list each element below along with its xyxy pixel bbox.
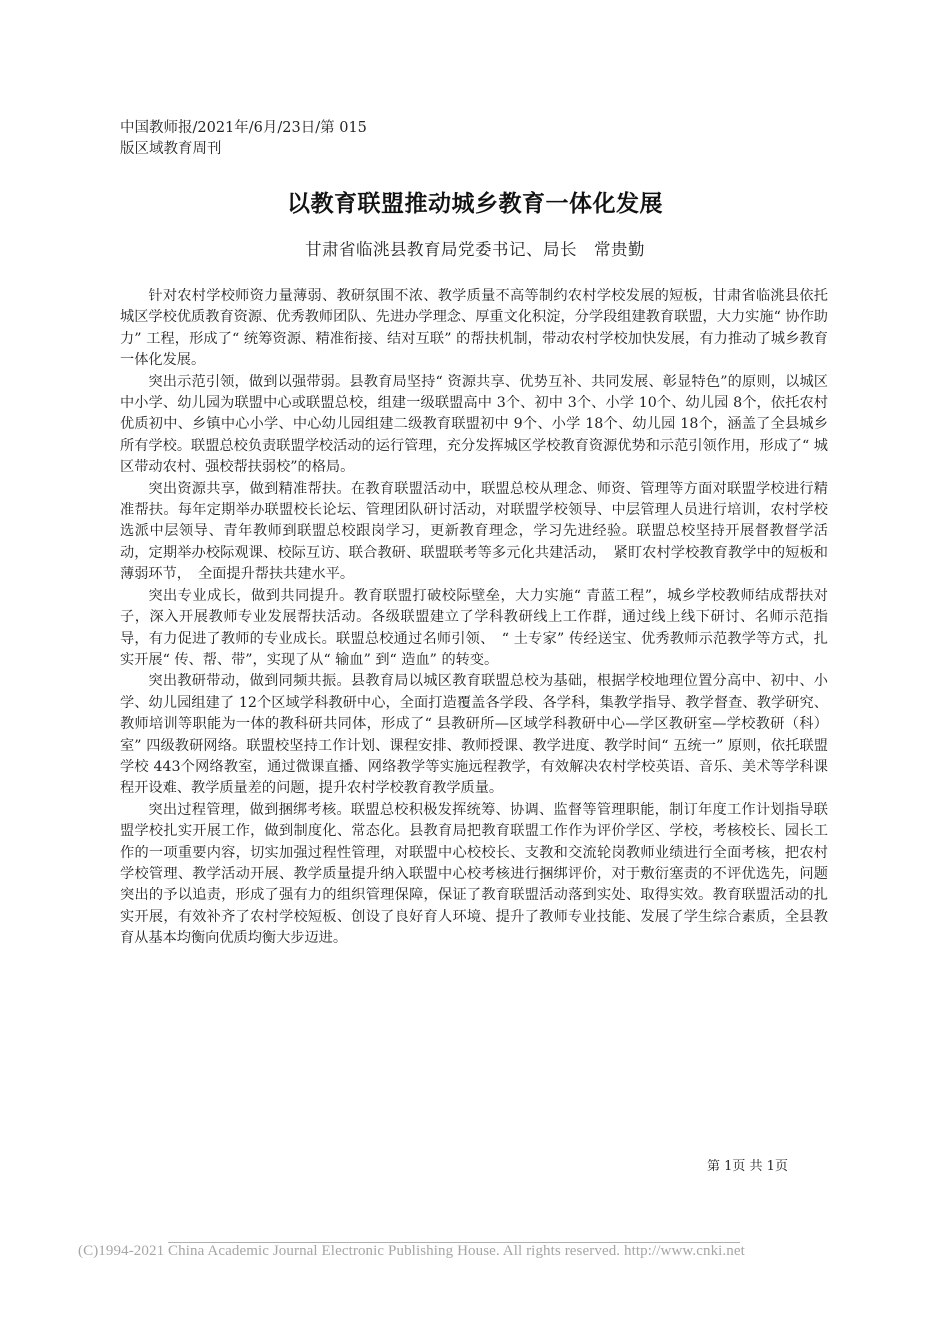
copyright-notice: (C)1994-2021 China Academic Journal Electronic Publishing House. All rights reserved. http://www.cnki.net (78, 1243, 745, 1259)
paragraph: 突出过程管理，做到捆绑考核。联盟总校积极发挥统筹、协调、监督等管理职能，制订年度工作计划指导联盟学校扎实开展工作，做到制度化、常态化。县教育局把教育联盟工作作为评价学区、学校，考核校长、园长工作的一项重要内容，切实加强过程性管理，对联盟中心校校长、支教和交流轮岗教师业绩进行全面考核，把农村学校管理、教学活动开展、教学质量提升纳入联盟中心校考核进行捆绑评价，对于敷衍塞责的不评优选先，问题突出的予以追责，形成了强有力的组织管理保障，保证了教育联盟活动落到实处、取得实效。教育联盟活动的扎实开展，有效补齐了农村学校短板、创设了良好育人环境、提升了教师专业技能、发展了学生综合素质，全县教育从基本均衡向优质均衡大步迈进。 (120, 801, 828, 947)
source-citation (120, 118, 367, 160)
paragraph: 突出资源共享，做到精准帮扶。在教育联盟活动中，联盟总校从理念、师资、管理等方面对联盟学校进行精准帮扶。每年定期举办联盟校长论坛、管理团队研讨活动，对联盟学校领导、中层管理人员进行培训，农村学校选派中层领导、青年教师到联盟总校跟岗学习，更新教育理念，学习先进经验。联盟总校坚持开展督教督学活动，定期举办校际观课、校际互访、联合教研、联盟联考等多元化共建活动， 紧盯农村学校教育教学中的短板和薄弱环节， 全面提升帮扶共建水平。 (120, 480, 828, 583)
article-body (120, 286, 828, 950)
paragraph: 针对农村学校师资力量薄弱、教研氛围不浓、教学质量不高等制约农村学校发展的短板，甘肃省临洮县依托城区学校优质教育资源、优秀教师团队、先进办学理念、厚重文化积淀，分学段组建教育联盟，大力实施“ 协作助力” 工程，形成了“ 统筹资源、精准衔接、结对互联” 的帮扶机制，带动农村学校加快发展，有力推动了城乡教育一体化发展。 (120, 288, 828, 369)
paragraph: 突出专业成长，做到共同提升。教育联盟打破校际壁垒，大力实施“ 青蓝工程”，城乡学校教师结成帮扶对子，深入开展教师专业发展帮扶活动。各级联盟建立了学科教研线上工作群，通过线上线下研讨、名师示范指导，有力促进了教师的专业成长。联盟总校通过名师引领、 “ 土专家” 传经送宝、优秀教师示范教学等方式，扎实开展“ 传、帮、带”，实现了从“ 输血” 到“ 造血” 的转变。 (120, 587, 828, 668)
article-author: 甘肃省临洮县教育局党委书记、局长 常贵勤 (305, 240, 645, 259)
source-line-2: 版区域教育周刊 (120, 141, 222, 157)
article-title: 以教育联盟推动城乡教育一体化发展 (287, 190, 663, 217)
source-line-1: 中国教师报/2021年/6月/23日/第 015 (120, 120, 367, 136)
paragraph: 突出示范引领，做到以强带弱。县教育局坚持“ 资源共享、优势互补、共同发展、彰显特色”的原则，以城区中小学、幼儿园为联盟中心或联盟总校，组建一级联盟高中 3个、初中 3个、小学 10个、幼儿园 8个，依托农村优质初中、乡镇中心小学、中心幼儿园组建二级教育联盟初中 9个、小学 18个、幼儿园 18个，涵盖了全县城乡所有学校。联盟总校负责联盟学校活动的运行管理，充分发挥城区学校教育资源优势和示范引领作用，形成了“ 城区带动农村、强校帮扶弱校”的格局。 (120, 373, 828, 476)
page-number: 第 1页 共 1页 (707, 1159, 788, 1174)
paragraph: 突出教研带动，做到同频共振。县教育局以城区教育联盟总校为基础，根据学校地理位置分高中、初中、小学、幼儿园组建了 12个区域学科教研中心，全面打造覆盖各学段、各学科，集教学指导、教学督查、教学研究、教师培训等职能为一体的教科研共同体，形成了“ 县教研所—区域学科教研中心—学区教研室—学校教研（科）室” 四级教研网络。联盟校坚持工作计划、课程安排、教师授课、教学进度、教学时间“ 五统一” 原则，依托联盟学校 443个网络教室，通过微课直播、网络教学等实施远程教学，有效解决农村学校英语、音乐、美术等学科课程开设难、教学质量差的问题，提升农村学校教育教学质量。 (120, 673, 828, 797)
